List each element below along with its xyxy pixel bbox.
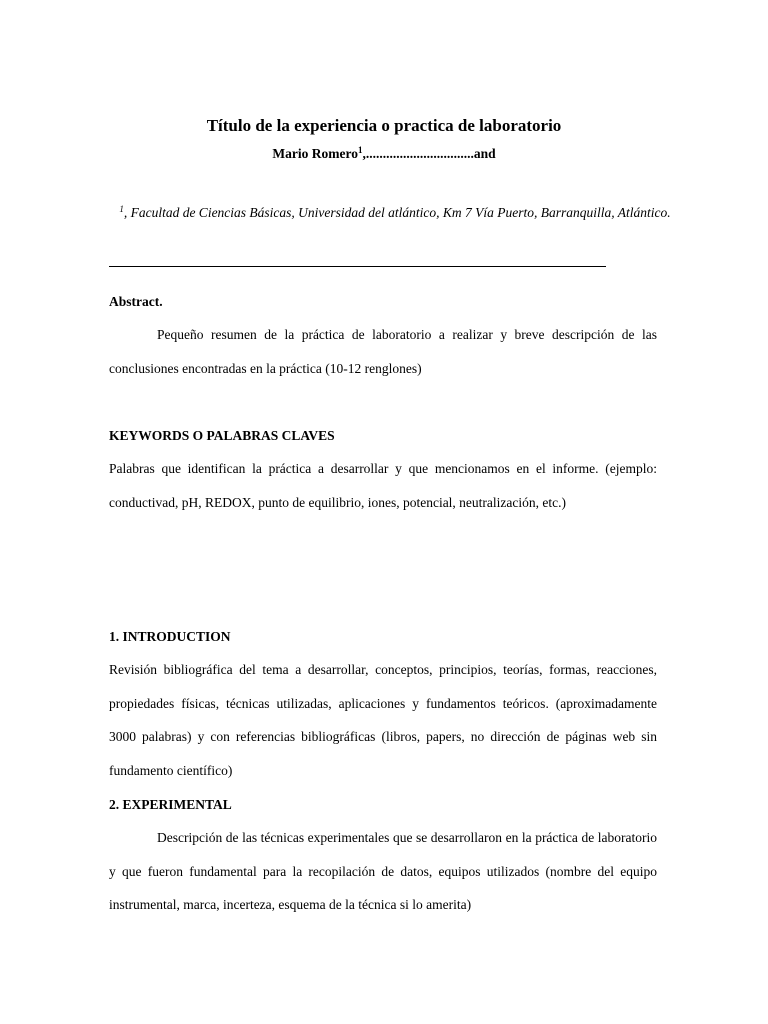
keywords-text: Palabras que identifican la práctica a desarrollar y que mencionamos en el informe. (ejemplo: conductivad, pH, REDOX, punto de equilibrio, iones, potencial, neutralización, etc.) bbox=[109, 461, 657, 510]
author-name: Mario Romero bbox=[272, 146, 358, 161]
author-superscript: 1 bbox=[357, 145, 363, 155]
affiliation-text: , Facultad de Ciencias Básicas, Universidad del atlántico, Km 7 Vía Puerto, Barranquilla, Atlántico. bbox=[123, 205, 671, 220]
document-title: Título de la experiencia o practica de laboratorio bbox=[206, 116, 562, 135]
experimental-text: Descripción de las técnicas experimentales que se desarrollaron en la práctica de laboratorio y que fueron fundamental para la recopilación de datos, equipos utilizados (nombre del equipo instrumental, marca, incerteza, esquema de la técnica si lo amerita) bbox=[109, 830, 657, 913]
abstract-heading: Abstract. bbox=[109, 294, 163, 309]
separator-rule bbox=[109, 266, 606, 267]
introduction-heading: 1. INTRODUCTION bbox=[109, 629, 231, 644]
introduction-text: Revisión bibliográfica del tema a desarrollar, conceptos, principios, teorías, formas, reacciones, propiedades físicas, técnicas utilizadas, aplicaciones y fundamentos teóricos. (aproximadamente 3000 palabras) y con referencias bibliográficas (libros, papers, no dirección de páginas web sin fundamento científico) bbox=[109, 662, 657, 779]
keywords-heading: KEYWORDS O PALABRAS CLAVES bbox=[109, 428, 335, 443]
abstract-text: Pequeño resumen de la práctica de laboratorio a realizar y breve descripción de las conclusiones encontradas en la práctica (10-12 renglones) bbox=[109, 327, 657, 376]
affiliation bbox=[110, 200, 680, 226]
author-line bbox=[0, 145, 768, 163]
author-rest: ,................................and bbox=[362, 146, 496, 161]
affiliation-superscript: 1 bbox=[119, 204, 124, 214]
experimental-heading: 2. EXPERIMENTAL bbox=[109, 797, 232, 812]
